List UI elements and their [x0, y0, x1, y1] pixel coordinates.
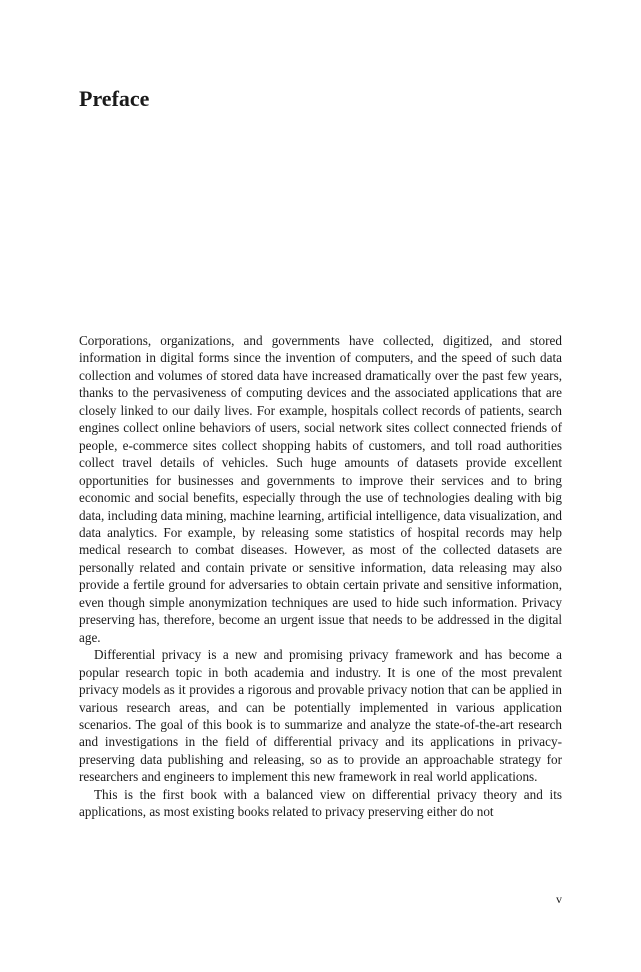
preface-paragraph-1: Corporations, organizations, and governments have collected, digitized, and stored information in digital forms since the invention of computers, and the speed of such data collection and volumes of stored data have increased dramatically over the past few years, thanks to the pervasiveness of computing devices and the associated applications that are closely linked to our daily lives. For example, hospitals collect records of patients, search engines collect online behaviors of users, social network sites collect connected friends of people, e-commerce sites collect shopping habits of customers, and toll road authorities collect travel details of vehicles. Such huge amounts of datasets provide excellent opportunities for businesses and governments to improve their services and to bring economic and social benefits, especially through the use of technologies dealing with big data, including data mining, machine learning, artificial intelligence, data visualization, and data analytics. For example, by releasing some statistics of hospital records may help medical research to combat diseases. However, as most of the collected datasets are personally related and contain private or sensitive information, data releasing may also provide a fertile ground for adversaries to obtain certain private and sensitive information, even though simple anonymization techniques are used to hide such information. Privacy preserving has, therefore, become an urgent issue that needs to be addressed in the digital age. — [79, 333, 563, 645]
preface-paragraph-2: Differential privacy is a new and promising privacy framework and has become a popular research topic in both academia and industry. It is one of the most prevalent privacy models as it provides a rigorous and provable privacy notion that can be applied in various research areas, and can be potentially implemented in various application scenarios. The goal of this book is to summarize and analyze the state-of-the-art research and investigations in the field of differential privacy and its applications in privacy-preserving data publishing and releasing, so as to provide an approachable strategy for researchers and engineers to implement this new framework in real world applications. — [79, 647, 562, 785]
chapter-title: Preface — [79, 86, 150, 111]
page-number: v — [556, 892, 562, 906]
preface-paragraph-3: This is the first book with a balanced view on differential privacy theory and its applications, as most existing books related to privacy preserving either do not — [79, 786, 562, 820]
preface-body — [79, 332, 562, 821]
